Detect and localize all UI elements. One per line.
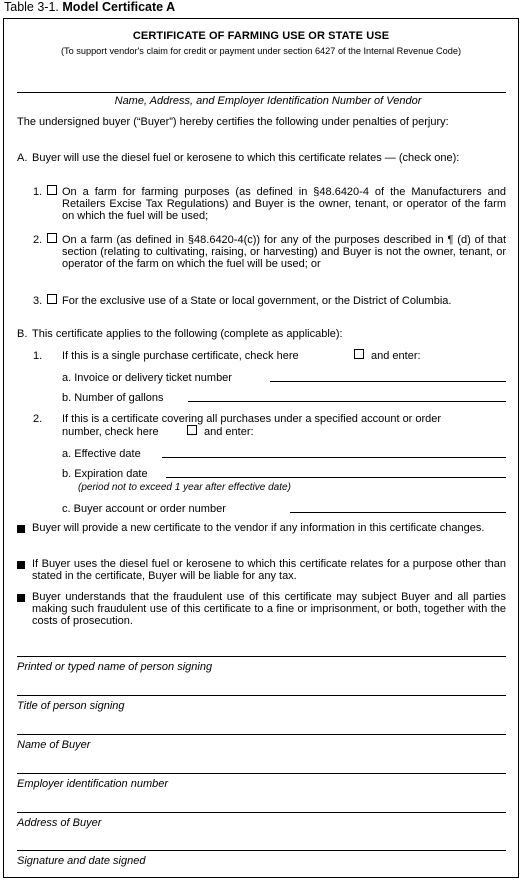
signature-line-6[interactable] bbox=[17, 850, 506, 851]
option-2-text: On a farm (as defined in §48.6420-4(c)) for any of the purposes described in ¶ (d) of that section (relating to cultivating, raising, or harvesting) and Buyer is not the owner, tenant, or operator of the farm on which the fuel will be used; or bbox=[62, 234, 506, 271]
option-3-text: For the exclusive use of a State or local government, or the District of Columbia. bbox=[62, 295, 452, 307]
ein-label: Employer identification number bbox=[17, 778, 169, 790]
option-1-number: 1. bbox=[33, 186, 43, 198]
bullet-text-1: Buyer will provide a new certificate to the vendor if any information in this certificate changes. bbox=[32, 522, 485, 534]
single-purchase-checkbox[interactable] bbox=[354, 349, 364, 359]
signature-line-5[interactable] bbox=[17, 812, 506, 813]
certificate-subheading: (To support vendor's claim for credit or payment under section 6427 of the Internal Revenue Code) bbox=[60, 46, 462, 56]
certificate-heading: CERTIFICATE OF FARMING USE OR STATE USE bbox=[132, 30, 390, 42]
table-title bbox=[4, 0, 175, 14]
account-number-field[interactable] bbox=[290, 512, 506, 513]
expiration-date-field[interactable] bbox=[166, 477, 506, 478]
option-2-checkbox[interactable] bbox=[47, 233, 57, 243]
bullet-square-icon bbox=[17, 525, 25, 533]
buyer-name-label: Name of Buyer bbox=[17, 739, 91, 751]
section-a-text: Buyer will use the diesel fuel or kerosene to which this certificate relates — (check one): bbox=[32, 152, 460, 164]
table-name: Model Certificate A bbox=[62, 0, 176, 14]
b-item-2-text-line2: number, check here bbox=[62, 426, 159, 438]
b-item-2-text-after: and enter: bbox=[204, 426, 254, 438]
bullet-text-3: Buyer understands that the fraudulent use of this certificate may subject Buyer and all parties making such fraudulent use of this certificate to a fine or imprisonment, or both, together with the costs of prosecution. bbox=[32, 591, 506, 628]
gallons-label: b. Number of gallons bbox=[62, 392, 164, 404]
signature-line-2[interactable] bbox=[17, 695, 506, 696]
invoice-number-label: a. Invoice or delivery ticket number bbox=[62, 372, 232, 384]
b-item-1-number: 1. bbox=[33, 350, 43, 362]
effective-date-field[interactable] bbox=[162, 457, 506, 458]
intro-text: The undersigned buyer (“Buyer”) hereby certifies the following under penalties of perjury: bbox=[17, 116, 449, 128]
b-item-2-text-line1: If this is a certificate covering all purchases under a specified account or order bbox=[62, 413, 442, 425]
section-a-label: A. bbox=[17, 152, 28, 164]
signature-line-4[interactable] bbox=[17, 773, 506, 774]
invoice-number-field[interactable] bbox=[270, 381, 506, 382]
account-number-label: c. Buyer account or order number bbox=[62, 503, 226, 515]
vendor-line[interactable] bbox=[17, 92, 506, 93]
option-3-checkbox[interactable] bbox=[47, 294, 57, 304]
table-number: Table 3-1. bbox=[4, 0, 59, 14]
option-2-number: 2. bbox=[33, 234, 43, 246]
signature-date-label: Signature and date signed bbox=[17, 855, 146, 867]
section-b-label: B. bbox=[17, 328, 28, 340]
expiration-date-label: b. Expiration date bbox=[62, 468, 148, 480]
printed-name-label: Printed or typed name of person signing bbox=[17, 661, 213, 673]
account-purchase-checkbox[interactable] bbox=[187, 425, 197, 435]
bullet-square-icon bbox=[17, 561, 25, 569]
title-label: Title of person signing bbox=[17, 700, 125, 712]
effective-date-label: a. Effective date bbox=[62, 448, 141, 460]
option-1-checkbox[interactable] bbox=[47, 185, 57, 195]
b-item-2-number: 2. bbox=[33, 413, 43, 425]
signature-line-3[interactable] bbox=[17, 734, 506, 735]
buyer-address-label: Address of Buyer bbox=[17, 817, 102, 829]
expiration-note: (period not to exceed 1 year after effective date) bbox=[78, 482, 291, 493]
gallons-field[interactable] bbox=[188, 401, 506, 402]
option-1-text: On a farm for farming purposes (as defined in §48.6420-4 of the Manufacturers and Retailers Excise Tax Regulations) and Buyer is the owner, tenant, or operator of the farm on which the fuel will be used; bbox=[62, 186, 506, 223]
section-b-text: This certificate applies to the following (complete as applicable): bbox=[32, 328, 343, 340]
bullet-text-2: If Buyer uses the diesel fuel or kerosene to which this certificate relates for a purpose other than stated in the certificate, Buyer will be liable for any tax. bbox=[32, 558, 506, 583]
bullet-square-icon bbox=[17, 594, 25, 602]
option-3-number: 3. bbox=[33, 295, 43, 307]
b-item-1-text: If this is a single purchase certificate, check here bbox=[62, 350, 299, 362]
vendor-caption: Name, Address, and Employer Identification Number of Vendor bbox=[114, 95, 422, 107]
signature-line-1[interactable] bbox=[17, 656, 506, 657]
b-item-1-text-after: and enter: bbox=[371, 350, 421, 362]
